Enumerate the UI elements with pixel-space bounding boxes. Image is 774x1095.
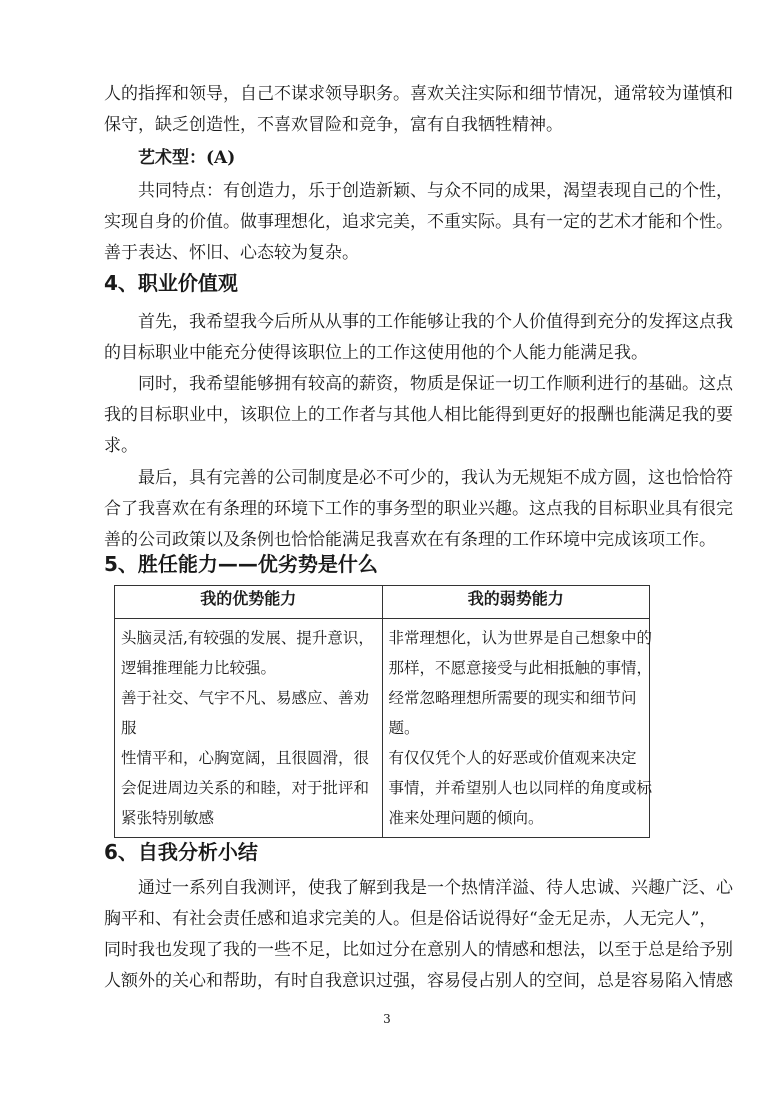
table-cell-line: 性情平和，心胸宽阔，且很圆滑，很 — [121, 749, 370, 767]
paragraph-line: 最后，具有完善的公司制度是必不可少的，我认为无规矩不成方圆，这也恰恰符 — [138, 468, 733, 488]
paragraph-line: 求。 — [104, 436, 138, 456]
section-title: 6、自我分析小结 — [104, 840, 258, 864]
paragraph-line: 善的公司政策以及条例也恰恰能满足我喜欢在有条理的工作环境中完成该项工作。 — [104, 530, 716, 550]
paragraph-line: 善于表达、怀旧、心态较为复杂。 — [104, 243, 359, 263]
page-number: 3 — [383, 1012, 391, 1026]
section-title: 5、胜任能力——优劣势是什么 — [104, 552, 378, 576]
table-cell-line: 紧张特别敏感 — [121, 809, 215, 827]
paragraph-line: 人额外的关心和帮助，有时自我意识过强，容易侵占别人的空间，总是容易陷入情感 — [104, 971, 733, 991]
paragraph-line: 同时，我希望能够拥有较高的薪资，物质是保证一切工作顺利进行的基础。这点 — [138, 374, 733, 394]
table-cell-line: 非常理想化，认为世界是自己想象中的 — [388, 629, 653, 647]
intro-line: 保守，缺乏创造性，不喜欢冒险和竞争，富有自我牺牲精神。 — [104, 115, 563, 135]
paragraph-line: 胸平和、有社会责任感和追求完美的人。但是俗话说得好“金无足赤，人无完人”， — [104, 909, 717, 929]
paragraph-line: 我的目标职业中，该职位上的工作者与其他人相比能得到更好的报酬也能满足我的要 — [104, 405, 733, 425]
strengths-cell — [115, 619, 383, 838]
table-cell-line: 准来处理问题的倾向。 — [388, 809, 544, 827]
paragraph-line: 实现自身的价值。做事理想化，追求完美，不重实际。具有一定的艺术才能和个性。 — [104, 212, 733, 232]
paragraph-line: 通过一系列自我测评，使我了解到我是一个热情洋溢、待人忠诚、兴趣广泛、心 — [138, 878, 733, 898]
paragraph-line: 首先，我希望我今后所从从事的工作能够让我的个人价值得到充分的发挥这点我 — [138, 312, 733, 332]
table-header-strengths: 我的优势能力 — [115, 586, 383, 619]
table-cell-line: 有仅仅凭个人的好恶或价值观来决定 — [388, 749, 637, 767]
table-header-weaknesses: 我的弱势能力 — [382, 586, 650, 619]
table-cell-line: 经常忽略理想所需要的现实和细节问 — [388, 689, 637, 707]
art-type-heading: 艺术型：(A) — [138, 148, 236, 168]
intro-line: 人的指挥和领导，自己不谋求领导职务。喜欢关注实际和细节情况，通常较为谨慎和 — [104, 84, 733, 104]
section-title: 4、职业价值观 — [104, 271, 238, 295]
table-cell-line: 服 — [121, 719, 137, 737]
table-cell-line: 题。 — [388, 719, 420, 737]
table-cell-line: 善于社交、气宇不凡、易感应、善劝 — [121, 689, 370, 707]
strengths-weaknesses-table — [114, 585, 653, 838]
paragraph-line: 共同特点：有创造力，乐于创造新颖、与众不同的成果，渴望表现自己的个性， — [138, 181, 733, 201]
weaknesses-cell — [382, 619, 653, 838]
table-cell-line: 那样，不愿意接受与此相抵触的事情， — [388, 659, 653, 677]
paragraph-line: 同时我也发现了我的一些不足，比如过分在意别人的情感和想法，以至于总是给予别 — [104, 940, 733, 960]
paragraph-line: 的目标职业中能充分使得该职位上的工作这使用他的个人能力能满足我。 — [104, 343, 648, 363]
paragraph-line: 合了我喜欢在有条理的环境下工作的事务型的职业兴趣。这点我的目标职业具有很完 — [104, 499, 733, 519]
table-cell-line: 头脑灵活,有较强的发展、提升意识， — [121, 629, 374, 647]
table-cell-line: 事情，并希望别人也以同样的角度或标 — [388, 779, 653, 797]
table-cell-line: 会促进周边关系的和睦，对于批评和 — [121, 779, 370, 797]
table-cell-line: 逻辑推理能力比较强。 — [121, 659, 277, 677]
